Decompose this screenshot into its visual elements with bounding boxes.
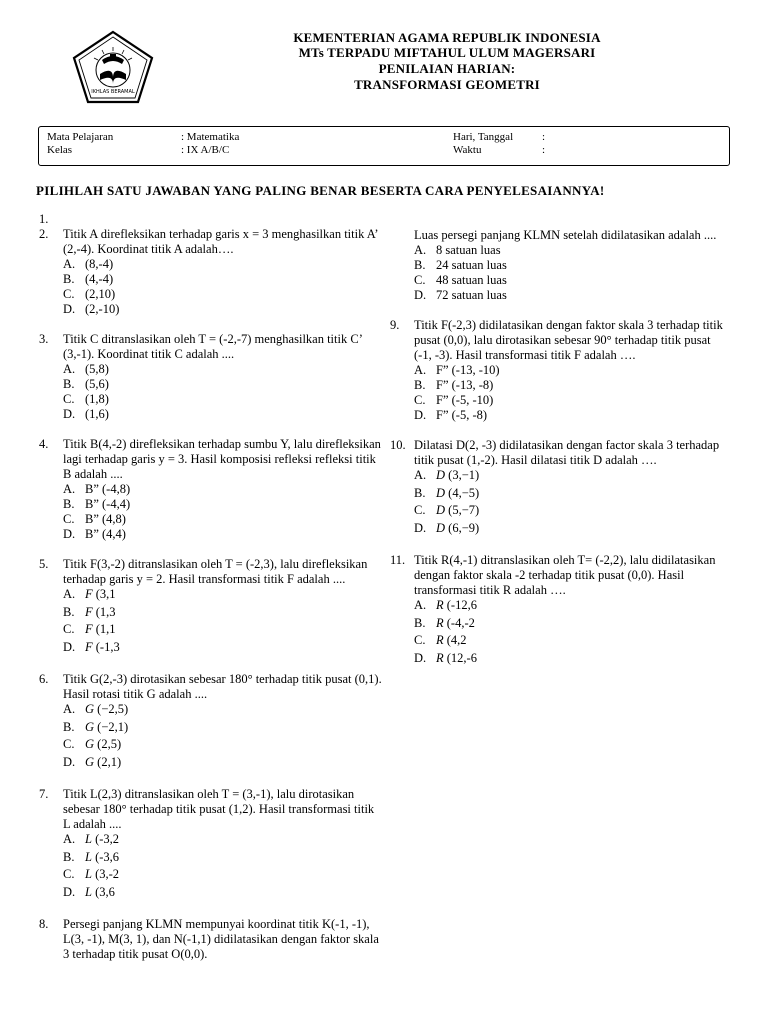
subject-label: Mata Pelajaran xyxy=(47,131,114,143)
answer-option[interactable] xyxy=(414,273,730,288)
option-value xyxy=(85,362,109,377)
option-text: F” (-13, -10) xyxy=(436,363,500,377)
option-letter: C. xyxy=(63,512,75,526)
option-letter: D. xyxy=(63,302,76,316)
answer-option[interactable] xyxy=(63,482,384,497)
option-symbol: F xyxy=(85,622,93,636)
option-text: (1,1 xyxy=(95,622,116,636)
option-text: (2,5) xyxy=(97,737,122,751)
option-text: (5,6) xyxy=(85,377,109,391)
option-letter: C. xyxy=(63,622,75,636)
option-text: (2,1) xyxy=(97,754,122,769)
option-symbol: G xyxy=(85,719,95,734)
answer-option[interactable] xyxy=(63,497,384,512)
option-text: (-1,3 xyxy=(95,639,120,654)
option-symbol: R xyxy=(436,615,444,630)
option-text: B” (-4,4) xyxy=(85,497,131,511)
option-letter: A. xyxy=(63,587,76,601)
option-text: F” (-5, -8) xyxy=(436,408,488,422)
answer-option[interactable] xyxy=(414,598,730,616)
option-text: (6,−9) xyxy=(448,520,480,535)
option-letter: A. xyxy=(414,468,427,482)
answer-option[interactable] xyxy=(63,527,384,542)
option-value xyxy=(85,850,119,865)
option-letter: B. xyxy=(63,377,75,391)
question-item xyxy=(39,557,384,657)
option-value xyxy=(436,408,487,423)
question-number: 2. xyxy=(39,227,49,241)
option-value xyxy=(436,651,477,666)
option-letter: A. xyxy=(63,482,76,496)
option-value xyxy=(85,497,130,512)
option-letter: C. xyxy=(414,273,426,287)
option-letter: C. xyxy=(63,287,75,301)
answer-option[interactable] xyxy=(414,503,730,521)
option-letter: D. xyxy=(414,650,427,665)
question-number: 9. xyxy=(390,318,400,332)
option-value xyxy=(436,393,493,408)
option-letter: A. xyxy=(414,598,427,612)
option-value xyxy=(436,378,493,393)
option-text: (8,-4) xyxy=(85,257,114,271)
option-value xyxy=(85,832,119,847)
answer-option[interactable] xyxy=(414,468,730,486)
subject-value: : Matematika xyxy=(181,131,240,143)
option-letter: C. xyxy=(63,867,75,881)
option-text: (4,2 xyxy=(446,633,467,647)
instruction: PILIHLAH SATU JAWABAN YANG PALING BENAR BESERTA CARA PENYELESAIANNYA! xyxy=(36,183,605,198)
answer-option[interactable] xyxy=(63,392,384,407)
question-item xyxy=(39,787,384,902)
option-symbol: F xyxy=(85,639,93,654)
option-letter: B. xyxy=(414,378,426,392)
option-text: 72 satuan luas xyxy=(436,288,507,302)
option-letter: A. xyxy=(414,243,427,257)
question-number: 8. xyxy=(39,917,49,931)
option-value xyxy=(85,587,116,602)
option-symbol: L xyxy=(85,849,92,864)
date-label: Hari, Tanggal xyxy=(453,131,514,143)
option-letter: A. xyxy=(63,362,76,376)
question-item xyxy=(39,212,384,227)
answer-option[interactable] xyxy=(414,258,730,273)
option-letter: D. xyxy=(414,288,427,302)
option-value xyxy=(436,503,479,518)
question-item xyxy=(390,438,730,538)
answer-option[interactable] xyxy=(414,243,730,258)
svg-text:IKHLAS BERAMAL: IKHLAS BERAMAL xyxy=(91,89,135,95)
answer-option[interactable] xyxy=(63,737,384,755)
exam-topic: TRANSFORMASI GEOMETRI xyxy=(354,77,540,92)
class-value: : IX A/B/C xyxy=(181,144,230,156)
question-item xyxy=(39,917,384,962)
option-text: (3,−1) xyxy=(448,468,480,482)
option-value xyxy=(436,598,477,613)
question-item xyxy=(390,318,730,423)
option-text: (-3,2 xyxy=(95,832,120,846)
option-text: (-12,6 xyxy=(446,598,477,612)
answer-option[interactable] xyxy=(414,633,730,651)
answer-option[interactable] xyxy=(63,302,384,317)
option-value xyxy=(85,377,109,392)
option-text: (1,6) xyxy=(85,407,109,421)
option-value xyxy=(85,527,126,542)
option-value xyxy=(436,521,479,536)
option-symbol: R xyxy=(436,633,444,647)
option-symbol: L xyxy=(85,832,92,846)
question-number: 6. xyxy=(39,672,49,686)
option-symbol: D xyxy=(436,503,446,517)
option-letter: C. xyxy=(414,503,426,517)
option-symbol: D xyxy=(436,520,446,535)
option-symbol: F xyxy=(85,604,93,619)
option-text: B” (-4,8) xyxy=(85,482,131,496)
date-value: : xyxy=(542,131,546,143)
option-letter: A. xyxy=(63,257,76,271)
answer-option[interactable] xyxy=(414,393,730,408)
option-value xyxy=(436,288,507,303)
answer-option[interactable] xyxy=(414,363,730,378)
time-value: : xyxy=(542,144,546,156)
option-letter: D. xyxy=(63,754,76,769)
question-text: Luas persegi panjang KLMN setelah didilatasikan adalah .... xyxy=(414,228,717,242)
option-letter: D. xyxy=(63,884,76,899)
question-column-left xyxy=(39,212,384,977)
option-letter: B. xyxy=(414,485,426,500)
option-letter: C. xyxy=(63,392,75,406)
option-text: (-4,-2 xyxy=(446,615,475,630)
option-letter: C. xyxy=(414,633,426,647)
option-value xyxy=(85,867,119,882)
option-text: (1,3 xyxy=(95,604,116,619)
question-text: Titik R(4,-1) ditranslasikan oleh T= (-2,2), lalu didilatasikan dengan faktor skala -2 terhadap titik pusat (0,0). Hasil transformasi titik R adalah …. xyxy=(414,553,716,597)
answer-option[interactable] xyxy=(63,850,384,868)
option-value xyxy=(85,257,113,272)
option-text: (-3,6 xyxy=(95,849,120,864)
question-number: 5. xyxy=(39,557,49,571)
question-number: 10. xyxy=(390,438,406,452)
option-symbol: R xyxy=(436,650,444,665)
question-number: 1. xyxy=(39,212,49,226)
answer-option[interactable] xyxy=(414,616,730,634)
question-item xyxy=(39,227,384,317)
answer-option[interactable] xyxy=(63,287,384,302)
answer-option[interactable] xyxy=(414,486,730,504)
option-value xyxy=(85,640,120,655)
option-text: (12,-6 xyxy=(446,650,477,665)
option-letter: B. xyxy=(63,604,75,619)
option-letter: D. xyxy=(63,527,76,541)
option-symbol: R xyxy=(436,598,444,612)
answer-option[interactable] xyxy=(63,867,384,885)
option-value xyxy=(85,737,121,752)
question-column-right xyxy=(390,228,730,683)
answer-option[interactable] xyxy=(414,651,730,669)
answer-option[interactable] xyxy=(63,272,384,287)
answer-option[interactable] xyxy=(63,755,384,773)
question-item xyxy=(39,672,384,772)
question-text: Titik C ditranslasikan oleh T = (-2,-7) menghasilkan titik C’ (3,-1). Koordinat titik C adalah .... xyxy=(63,332,362,361)
question-text: Titik A direfleksikan terhadap garis x = 3 menghasilkan titik A’ (2,-4). Koordinat titik A adalah…. xyxy=(63,227,378,256)
question-text: Dilatasi D(2, -3) didilatasikan dengan factor skala 3 terhadap titik pusat (1,-2). Hasil dilatasi titik D adalah …. xyxy=(414,438,720,467)
answer-option[interactable] xyxy=(63,512,384,527)
option-value xyxy=(436,273,507,288)
answer-option[interactable] xyxy=(414,408,730,423)
option-value xyxy=(85,720,128,735)
option-value xyxy=(85,287,115,302)
answer-option[interactable] xyxy=(63,377,384,392)
question-item xyxy=(39,332,384,422)
exam-info-box xyxy=(38,126,730,166)
option-text: (4,-4) xyxy=(85,272,114,286)
option-letter: D. xyxy=(414,408,427,422)
answer-option[interactable] xyxy=(63,622,384,640)
option-symbol: L xyxy=(85,884,92,899)
option-value xyxy=(85,407,109,422)
option-symbol: G xyxy=(85,702,95,716)
option-text: (5,−7) xyxy=(448,503,480,517)
option-letter: B. xyxy=(63,272,75,286)
option-text: (3,-2 xyxy=(95,867,120,881)
answer-option[interactable] xyxy=(63,362,384,377)
answer-option[interactable] xyxy=(414,378,730,393)
question-number: 11. xyxy=(390,553,406,567)
option-letter: B. xyxy=(414,258,426,272)
ministry-title: KEMENTERIAN AGAMA REPUBLIK INDONESIA xyxy=(293,30,601,45)
option-value xyxy=(436,486,479,501)
option-value xyxy=(85,702,128,717)
option-value xyxy=(85,302,119,317)
option-symbol: F xyxy=(85,587,93,601)
option-symbol: G xyxy=(85,737,95,751)
question-item xyxy=(39,437,384,542)
option-value xyxy=(436,363,500,378)
option-text: (−2,1) xyxy=(97,719,129,734)
option-letter: B. xyxy=(414,615,426,630)
answer-option[interactable] xyxy=(63,587,384,605)
option-letter: B. xyxy=(63,849,75,864)
option-letter: C. xyxy=(63,737,75,751)
option-symbol: G xyxy=(85,754,95,769)
question-8-continued xyxy=(390,228,730,303)
option-text: (−2,5) xyxy=(97,702,129,716)
option-text: B” (4,8) xyxy=(85,512,126,526)
question-text: Titik F(3,-2) ditranslasikan oleh T = (-2,3), lalu direfleksikan terhadap garis y = 2. Hasil transformasi titik F adalah .... xyxy=(63,557,368,586)
option-letter: B. xyxy=(63,719,75,734)
question-text: Persegi panjang KLMN mempunyai koordinat titik K(-1, -1), L(3, -1), M(3, 1), dan N(-1,1) didilatasikan dengan faktor skala 3 terhadap titik pusat O(0,0). xyxy=(63,917,379,961)
option-text: (2,10) xyxy=(85,287,116,301)
question-text: Titik F(-2,3) didilatasikan dengan faktor skala 3 terhadap titik pusat (0,0), lalu dirotasikan sebesar 90° terhadap titik pusat (-1, -3). Hasil transformasi titik F adalah …. xyxy=(414,318,723,362)
answer-option[interactable] xyxy=(63,832,384,850)
question-text: Titik L(2,3) ditranslasikan oleh T = (3,-1), lalu dirotasikan sebesar 180° terhadap titik pusat (1,2). Hasil transformasi titik L adalah .... xyxy=(63,787,375,831)
option-value xyxy=(436,616,475,631)
answer-option[interactable] xyxy=(63,720,384,738)
option-symbol: L xyxy=(85,867,92,881)
option-value xyxy=(436,633,467,648)
option-text: B” (4,4) xyxy=(85,527,126,541)
school-name: MTs TERPADU MIFTAHUL ULUM MAGERSARI xyxy=(298,45,596,60)
option-value xyxy=(85,622,116,637)
option-text: (2,-10) xyxy=(85,302,120,316)
option-value xyxy=(85,885,115,900)
option-letter: A. xyxy=(63,832,76,846)
answer-option[interactable] xyxy=(414,288,730,303)
option-letter: D. xyxy=(63,407,76,421)
option-symbol: D xyxy=(436,485,446,500)
answer-option[interactable] xyxy=(63,640,384,658)
option-value xyxy=(85,482,130,497)
question-number: 4. xyxy=(39,437,49,451)
class-label: Kelas xyxy=(47,144,73,156)
question-item xyxy=(390,553,730,668)
option-text: 24 satuan luas xyxy=(436,258,507,272)
option-letter: A. xyxy=(63,702,76,716)
option-value xyxy=(85,755,121,770)
question-text xyxy=(63,212,384,227)
option-text: (1,8) xyxy=(85,392,109,406)
question-text: Titik G(2,-3) dirotasikan sebesar 180° terhadap titik pusat (0,1). Hasil rotasi titik G adalah .... xyxy=(63,672,382,701)
option-text: 48 satuan luas xyxy=(436,273,507,287)
question-number: 3. xyxy=(39,332,49,346)
option-text: F” (-13, -8) xyxy=(436,378,494,392)
option-value xyxy=(85,392,109,407)
answer-option[interactable] xyxy=(63,257,384,272)
time-label: Waktu xyxy=(453,144,482,156)
option-text: 8 satuan luas xyxy=(436,243,501,257)
option-text: F” (-5, -10) xyxy=(436,393,494,407)
option-text: (3,6 xyxy=(95,884,115,899)
option-value xyxy=(436,258,507,273)
option-text: (5,8) xyxy=(85,362,109,376)
answer-option[interactable] xyxy=(63,407,384,422)
option-letter: D. xyxy=(414,520,427,535)
answer-option[interactable] xyxy=(63,885,384,903)
option-letter: B. xyxy=(63,497,75,511)
answer-option[interactable] xyxy=(414,521,730,539)
option-letter: C. xyxy=(414,393,426,407)
answer-option[interactable] xyxy=(63,605,384,623)
option-value xyxy=(85,605,116,620)
exam-type: PENILAIAN HARIAN: xyxy=(378,61,516,76)
option-letter: D. xyxy=(63,639,76,654)
option-value xyxy=(436,468,479,483)
option-value xyxy=(436,243,501,258)
option-symbol: D xyxy=(436,468,446,482)
option-text: (3,1 xyxy=(95,587,116,601)
option-text: (4,−5) xyxy=(448,485,480,500)
option-letter: A. xyxy=(414,363,427,377)
answer-option[interactable] xyxy=(63,702,384,720)
question-text: Titik B(4,-2) direfleksikan terhadap sumbu Y, lalu direfleksikan lagi terhadap garis y = 3. Hasil komposisi refleksi refleksi titik B adalah .... xyxy=(63,437,381,481)
option-value xyxy=(85,272,113,287)
option-value xyxy=(85,512,126,527)
question-number: 7. xyxy=(39,787,49,801)
